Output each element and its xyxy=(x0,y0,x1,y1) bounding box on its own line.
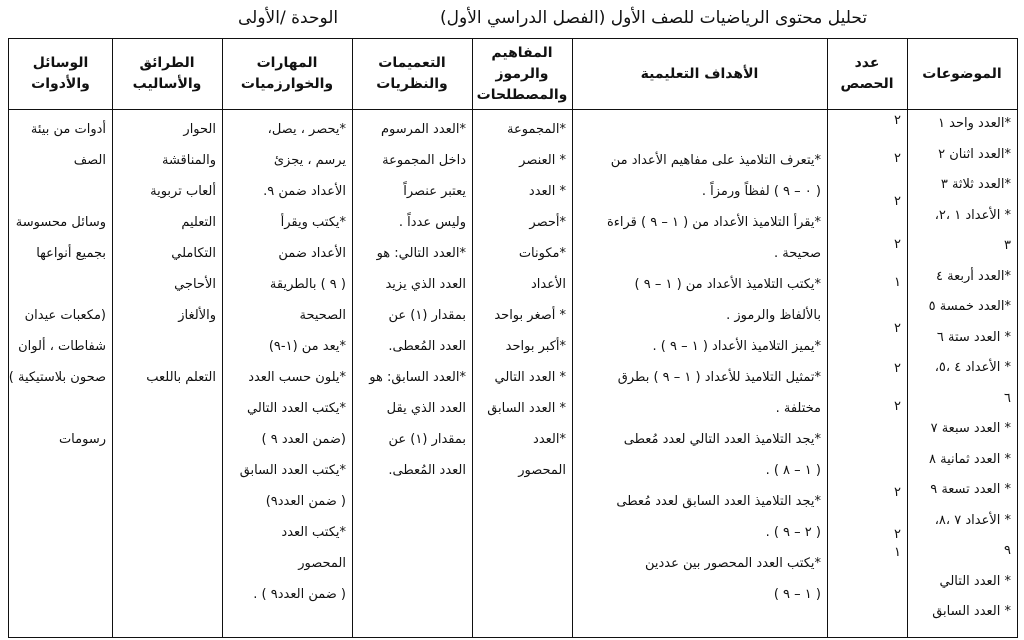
tool-line: أدوات من بيئة xyxy=(30,122,106,137)
generalization-line: *العدد السابق: هو xyxy=(369,370,466,385)
skill-line: *يحصر ، يصل، xyxy=(267,122,346,137)
topic-line: *العدد أربعة ٤ xyxy=(936,268,1011,284)
topic-line: *العدد خمسة ٥ xyxy=(928,299,1011,314)
concept-line: *المجموعة xyxy=(507,122,566,137)
concept-line: المحصور xyxy=(518,463,566,478)
generalizations-cell xyxy=(352,109,472,637)
header-skills: المهارات والخوارزميات xyxy=(240,55,334,92)
concept-line: * العدد السابق xyxy=(487,401,566,416)
periods-cell xyxy=(827,109,907,637)
tool-line: صحون بلاستيكية ) xyxy=(8,370,106,385)
topic-line: *العدد واحد ١ xyxy=(938,116,1011,131)
generalization-line: العدد الذي يقل xyxy=(386,401,466,416)
method-line: والألغاز xyxy=(178,308,216,323)
topic-line: *العدد اثنان ٢ xyxy=(938,146,1011,162)
method-line: التكاملي xyxy=(171,246,216,261)
header-concepts: المفاهيم والرموز والمصطلحات xyxy=(476,44,568,103)
tools-cell xyxy=(9,109,112,637)
skill-line: ( ضمن العدد٩) xyxy=(265,494,346,509)
generalization-line: *العدد التالي: هو xyxy=(376,246,466,261)
skill-line: *يكتب ويقرأ xyxy=(280,215,346,230)
topic-line: * العدد سبعة ٧ xyxy=(930,421,1011,436)
header-periods: عدد الحصص xyxy=(840,55,894,92)
period-count: ٢ xyxy=(894,321,901,336)
period-count: ٢ xyxy=(894,194,901,209)
generalization-line: يعتبر عنصراً xyxy=(403,184,466,199)
concept-line: * العدد التالي xyxy=(494,370,566,385)
topic-line: ٩ xyxy=(1004,543,1011,558)
header-tools: الوسائل والأدوات xyxy=(31,55,90,92)
objective-line: مختلفة . xyxy=(775,401,821,416)
period-count: ٢ xyxy=(894,527,901,542)
concepts-cell xyxy=(472,109,572,637)
skill-line: *يعد من (١-٩) xyxy=(268,339,346,354)
period-count: ٢ xyxy=(894,485,901,500)
generalization-line: *العدد المرسوم xyxy=(380,122,466,137)
objective-line: صحيحة . xyxy=(774,246,821,261)
period-count: ٢ xyxy=(894,151,901,166)
skill-line: يرسم ، يجزئ xyxy=(273,153,346,168)
topic-line: ٦ xyxy=(1004,390,1011,406)
skill-line: *يكتب العدد xyxy=(281,525,346,540)
document-title xyxy=(0,8,1024,34)
generalization-line: العدد المُعطى. xyxy=(388,339,466,354)
generalization-line: وليس عدداً . xyxy=(398,215,466,230)
header-generalizations: التعميمات والنظريات xyxy=(376,55,448,92)
method-line: التعليم xyxy=(181,215,216,230)
tool-line: (مكعبات عيدان xyxy=(24,308,106,323)
concept-line: * العنصر xyxy=(519,153,566,168)
generalization-line: بمقدار (١) عن xyxy=(388,432,466,447)
topic-line: * العدد ستة ٦ xyxy=(936,329,1011,345)
tool-line xyxy=(9,176,106,207)
skill-line: ( ضمن العدد٩ ) . xyxy=(253,587,346,602)
title-unit: الوحدة /الأولى xyxy=(238,8,339,28)
objective-line: ( ١ – ٨ ) . xyxy=(765,463,821,478)
objective-line: *يميز التلاميذ الأعداد ( ١ – ٩ ) . xyxy=(652,339,821,354)
objective-line: *يجد التلاميذ العدد السابق لعدد مُعطى xyxy=(616,494,821,509)
concept-line: * العدد xyxy=(528,184,566,199)
skill-line: *يكتب العدد السابق xyxy=(239,463,346,478)
method-line: والمناقشة xyxy=(161,153,216,168)
tool-line xyxy=(9,393,106,424)
objective-line: *تمثيل التلاميذ للأعداد ( ١ – ٩ ) بطرق xyxy=(617,370,821,385)
topics-cell xyxy=(907,109,1017,637)
topic-line: ٣ xyxy=(1004,238,1011,253)
period-count: ٢ xyxy=(894,113,901,128)
objective-line: *يتعرف التلاميذ على مفاهيم الأعداد من xyxy=(610,153,821,168)
method-line xyxy=(112,331,216,362)
objective-line: ( ٢ – ٩ ) . xyxy=(765,525,821,540)
skills-cell xyxy=(222,109,352,637)
tool-line: وسائل محسوسة xyxy=(15,215,106,230)
title-main: تحليل محتوى الرياضيات للصف الأول (الفصل الدراسي الأول) xyxy=(440,8,868,28)
method-line: الحوار xyxy=(183,122,216,137)
objective-line: *يقرأ التلاميذ الأعداد من ( ١ – ٩ ) قراءة xyxy=(606,215,821,230)
concept-line: الأعداد xyxy=(530,277,566,292)
objective-line: بالألفاظ والرموز . xyxy=(726,308,821,323)
content-analysis-table xyxy=(8,38,1018,638)
skill-line: الأعداد ضمن ٩. xyxy=(263,184,346,199)
generalization-line: العدد الذي يزيد xyxy=(385,277,466,292)
generalization-line: العدد المُعطى. xyxy=(388,463,466,478)
objectives-cell xyxy=(572,109,827,637)
concept-line: *مكونات xyxy=(518,246,566,261)
objective-line: *يكتب التلاميذ الأعداد من ( ١ – ٩ ) xyxy=(634,277,821,292)
objective-line xyxy=(572,114,821,145)
concept-line: * أصغر بواحد xyxy=(494,308,566,323)
skill-line: *يكتب العدد التالي xyxy=(247,401,346,416)
tool-line: بجميع أنواعها xyxy=(36,246,106,261)
generalization-line: داخل المجموعة xyxy=(382,153,466,168)
topic-line: * العدد السابق xyxy=(932,604,1011,619)
period-count: ٢ xyxy=(894,237,901,252)
tool-line: رسومات xyxy=(58,432,106,447)
topic-line: *العدد ثلاثة ٣ xyxy=(940,177,1011,192)
header-methods: الطرائق والأساليب xyxy=(132,55,202,92)
topic-line: * العدد تسعة ٩ xyxy=(930,482,1011,497)
period-count: ٢ xyxy=(894,399,901,414)
objective-line: *يكتب العدد المحصور بين عددين xyxy=(644,556,821,571)
objective-line: ( ٠ – ٩ ) لفظاً ورمزاً . xyxy=(701,184,821,199)
method-line: الأحاجي xyxy=(174,277,216,292)
header-topics: الموضوعات xyxy=(922,65,1002,82)
concept-line: *أكبر بواحد xyxy=(505,339,566,354)
generalization-line: بمقدار (١) عن xyxy=(388,308,466,323)
topic-line: * العدد ثمانية ٨ xyxy=(929,451,1011,467)
skill-line: الصحيحة xyxy=(299,308,346,323)
skill-line: ( ٩ ) بالطريقة xyxy=(269,277,346,292)
skill-line: (ضمن العدد ٩ ) xyxy=(261,432,346,447)
objective-line: *يجد التلاميذ العدد التالي لعدد مُعطى xyxy=(623,432,821,447)
period-count: ١ xyxy=(894,275,901,290)
method-line: التعلم باللعب xyxy=(146,370,216,385)
methods-cell xyxy=(112,109,222,637)
method-line: ألعاب تربوية xyxy=(150,184,216,199)
topic-line: * الأعداد ١ ،٢، xyxy=(934,207,1011,223)
concept-line: *أحصر xyxy=(529,215,566,230)
skill-line: *يلون حسب العدد xyxy=(248,370,346,385)
topic-line: * العدد التالي xyxy=(939,573,1011,589)
header-objectives: الأهداف التعليمية xyxy=(640,65,759,82)
table-body xyxy=(9,109,1017,637)
period-count: ١ xyxy=(894,545,901,560)
period-count: ٢ xyxy=(894,361,901,376)
objective-line: ( ١ – ٩ ) xyxy=(773,587,821,602)
skill-line: المحصور xyxy=(298,556,346,571)
topic-line: * الأعداد ٧ ،٨، xyxy=(934,512,1011,528)
concept-line: *العدد xyxy=(533,432,566,447)
topic-line: * الأعداد ٤ ،٥، xyxy=(934,360,1011,375)
tool-line: شفاطات ، ألوان xyxy=(18,339,106,354)
skill-line: الأعداد ضمن xyxy=(278,246,346,261)
tool-line: الصف xyxy=(73,153,106,168)
tool-line xyxy=(9,269,106,300)
